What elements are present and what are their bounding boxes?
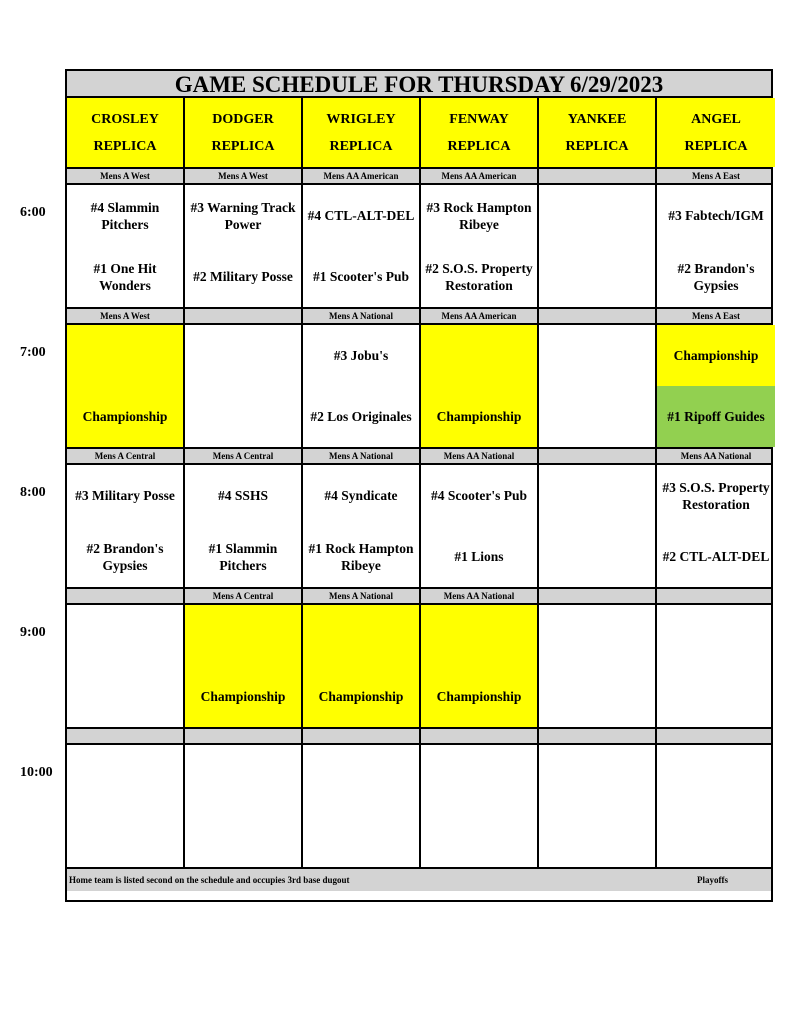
field-header-row [67, 98, 771, 169]
team-bottom [303, 806, 419, 867]
division-row [67, 169, 771, 185]
division-label [421, 729, 539, 743]
game-cell [539, 325, 657, 447]
championship-label: Championship [82, 409, 168, 424]
division-label [185, 309, 303, 323]
game-cell [539, 185, 657, 307]
championship-label: Championship [436, 409, 522, 424]
game-cell [303, 605, 421, 727]
team-top [421, 325, 537, 386]
team-top [421, 745, 537, 806]
championship-label: Championship [436, 689, 522, 704]
team-bottom: #2 Brandon's Gypsies [86, 540, 164, 573]
division-label: Mens A National [303, 309, 421, 323]
team-bottom [539, 526, 655, 587]
team-top [185, 605, 301, 666]
footer-row [67, 869, 771, 891]
team-bottom: #2 CTL-ALT-DEL [662, 549, 770, 564]
footer-tag: Playoffs [697, 875, 728, 885]
field-header-crosley [67, 98, 185, 167]
game-cell [421, 745, 539, 867]
field-name: CROSLEY [91, 111, 159, 127]
team-top: #4 SSHS [218, 488, 268, 503]
schedule-title: GAME SCHEDULE FOR THURSDAY 6/29/2023 [67, 71, 771, 98]
game-row [67, 605, 771, 729]
team-top: #3 Military Posse [75, 488, 175, 503]
game-cell [67, 745, 185, 867]
field-subtitle: REPLICA [565, 138, 629, 154]
field-header-dodger [185, 98, 303, 167]
game-cell [657, 185, 775, 307]
game-cell [185, 185, 303, 307]
division-label: Mens A Central [185, 589, 303, 603]
field-name: WRIGLEY [326, 111, 396, 127]
team-top [67, 745, 183, 806]
field-header-wrigley [303, 98, 421, 167]
division-label [539, 589, 657, 603]
game-cell [657, 325, 775, 447]
team-bottom: #2 Military Posse [193, 269, 293, 284]
game-cell [539, 465, 657, 587]
team-top [657, 745, 775, 806]
team-top: #3 Warning Track Power [190, 199, 296, 232]
championship-label: Championship [318, 689, 404, 704]
time-label: 7:00 [20, 345, 46, 360]
division-label [539, 309, 657, 323]
game-cell [657, 745, 775, 867]
game-cell [421, 605, 539, 727]
division-row [67, 729, 771, 745]
division-label: Mens A Central [185, 449, 303, 463]
time-label: 10:00 [20, 765, 53, 780]
team-bottom [539, 806, 655, 867]
division-label [67, 729, 185, 743]
team-top: #4 CTL-ALT-DEL [307, 208, 415, 223]
division-label: Mens A East [691, 311, 740, 321]
field-subtitle: REPLICA [684, 138, 748, 154]
team-top [185, 325, 301, 386]
team-top [67, 605, 183, 666]
team-top: #4 Syndicate [324, 488, 398, 503]
team-top: #3 S.O.S. Property Restoration [662, 479, 770, 512]
division-label: Mens A East [691, 171, 740, 181]
division-label: Mens A National [303, 589, 421, 603]
division-label [539, 169, 657, 183]
game-cell [67, 605, 185, 727]
game-cell [657, 465, 775, 587]
championship-label: Championship [657, 325, 775, 386]
division-label [67, 589, 185, 603]
team-top [421, 605, 537, 666]
game-cell [539, 745, 657, 867]
time-label: 6:00 [20, 205, 46, 220]
team-top [657, 605, 775, 666]
footer-note: Home team is listed second on the schedule and occupies 3rd base dugout [69, 875, 350, 885]
team-top: #4 Scooter's Pub [431, 488, 527, 503]
game-cell [67, 465, 185, 587]
division-label: Mens AA National [680, 451, 752, 461]
team-bottom: #2 S.O.S. Property Restoration [425, 260, 533, 293]
division-row [67, 449, 771, 465]
team-top [303, 745, 419, 806]
game-cell [539, 605, 657, 727]
field-subtitle: REPLICA [329, 138, 393, 154]
field-header-yankee [539, 98, 657, 167]
division-label: Mens A West [67, 169, 185, 183]
division-row [67, 309, 771, 325]
game-row [67, 325, 771, 449]
division-row [67, 589, 771, 605]
team-top: #3 Jobu's [333, 348, 389, 363]
team-top [303, 605, 419, 666]
game-cell [303, 465, 421, 587]
field-name: FENWAY [449, 111, 509, 127]
time-label: 8:00 [20, 485, 46, 500]
team-bottom [421, 806, 537, 867]
division-label [303, 729, 421, 743]
game-row [67, 745, 771, 869]
team-bottom [185, 806, 301, 867]
division-label [657, 729, 775, 743]
game-row [67, 465, 771, 589]
field-subtitle: REPLICA [93, 138, 157, 154]
division-label [539, 729, 657, 743]
game-cell [67, 185, 185, 307]
division-label: Mens AA American [421, 309, 539, 323]
team-bottom [657, 666, 775, 727]
game-cell [657, 605, 775, 727]
team-top [185, 745, 301, 806]
team-bottom [185, 386, 301, 447]
team-bottom: #2 Los Originales [310, 409, 412, 424]
game-cell [421, 465, 539, 587]
division-label [185, 729, 303, 743]
team-bottom [539, 246, 655, 307]
game-cell [67, 325, 185, 447]
field-subtitle: REPLICA [211, 138, 275, 154]
field-name: YANKEE [567, 111, 627, 127]
time-label: 9:00 [20, 625, 46, 640]
team-top [539, 605, 655, 666]
team-bottom [539, 386, 655, 447]
game-cell [421, 185, 539, 307]
team-bottom: #1 Ripoff Guides [657, 386, 775, 447]
team-bottom [67, 666, 183, 727]
division-label: Mens A National [303, 449, 421, 463]
game-cell [303, 325, 421, 447]
team-top: #4 Slammin Pitchers [90, 199, 160, 232]
team-top [539, 185, 655, 246]
team-bottom: #1 One Hit Wonders [93, 260, 157, 293]
team-top [539, 745, 655, 806]
game-cell [185, 745, 303, 867]
field-header-angel [657, 98, 775, 167]
team-bottom: #1 Lions [454, 549, 504, 564]
team-top: #3 Fabtech/IGM [668, 208, 764, 223]
team-top [539, 465, 655, 526]
team-top [67, 325, 183, 386]
division-label: Mens A West [67, 309, 185, 323]
team-bottom: #1 Slammin Pitchers [208, 540, 278, 573]
team-top [539, 325, 655, 386]
team-bottom: #1 Scooter's Pub [313, 269, 409, 284]
team-bottom: #2 Brandon's Gypsies [677, 260, 755, 293]
game-cell [421, 325, 539, 447]
division-label: Mens AA National [421, 589, 539, 603]
field-subtitle: REPLICA [447, 138, 511, 154]
team-bottom [539, 666, 655, 727]
field-name: DODGER [212, 111, 274, 127]
division-label: Mens AA American [421, 169, 539, 183]
team-bottom [67, 806, 183, 867]
schedule-table [65, 69, 773, 902]
game-cell [185, 605, 303, 727]
game-row [67, 185, 771, 309]
division-label [657, 589, 775, 603]
game-cell [185, 325, 303, 447]
field-name: ANGEL [691, 111, 741, 127]
division-label: Mens AA National [421, 449, 539, 463]
division-label: Mens A Central [67, 449, 185, 463]
game-cell [303, 745, 421, 867]
field-header-fenway [421, 98, 539, 167]
team-bottom [657, 806, 775, 867]
game-cell [185, 465, 303, 587]
division-label: Mens A West [185, 169, 303, 183]
championship-label: Championship [200, 689, 286, 704]
division-label [539, 449, 657, 463]
division-label: Mens AA American [303, 169, 421, 183]
team-bottom: #1 Rock Hampton Ribeye [308, 540, 414, 573]
game-cell [303, 185, 421, 307]
team-top: #3 Rock Hampton Ribeye [426, 199, 532, 232]
